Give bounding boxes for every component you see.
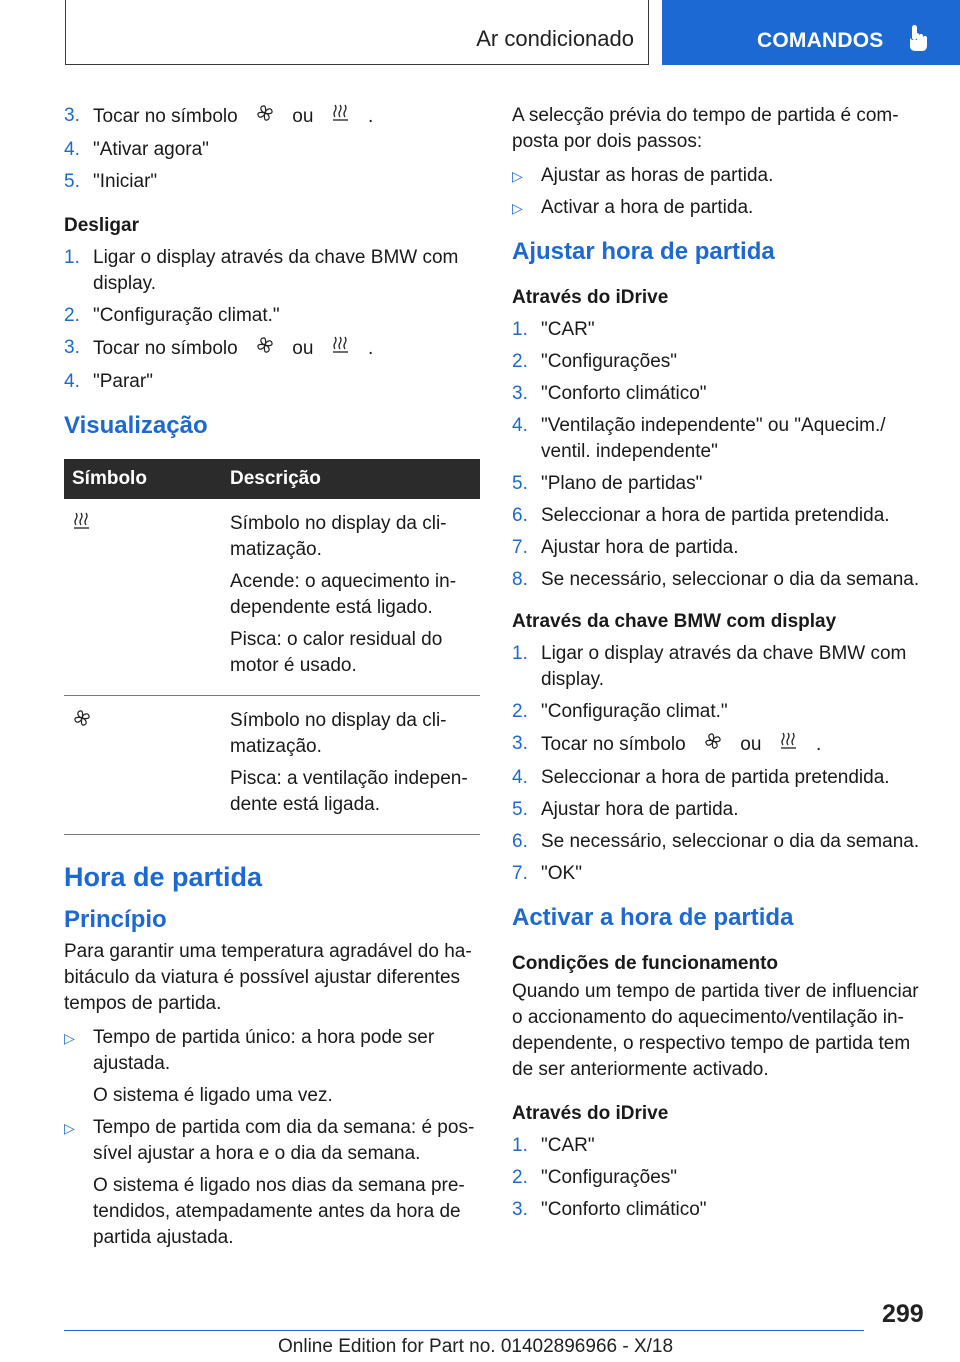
step-text: Ajustar hora de partida. (541, 537, 739, 558)
left-column (64, 103, 480, 1257)
description-cell (222, 696, 480, 835)
step-number: 5. (512, 473, 528, 494)
bullet-text: Tempo de partida com dia da semana: é pos-sível ajustar a hora e o dia da semana. (93, 1117, 475, 1164)
list-item (512, 349, 928, 375)
intro-bullets (512, 163, 928, 221)
desligar-heading: Desligar (64, 215, 139, 236)
left-top-steps (64, 103, 480, 195)
list-item (64, 245, 480, 297)
step-number: 1. (512, 643, 528, 664)
right-column (512, 103, 928, 1229)
list-item (512, 381, 928, 407)
description-line: Acende: o aquecimento in-dependente está ligado. (230, 571, 457, 618)
step-number: 3. (512, 1199, 528, 1220)
bullet-extra-text: O sistema é ligado nos dias da semana pre-tendidos, atempadamente antes da hora de partida ajustada. (93, 1175, 465, 1248)
list-item (64, 303, 480, 329)
ajustar-idrive-steps (512, 317, 928, 593)
list-item (512, 471, 928, 497)
step-number: 8. (512, 569, 528, 590)
step-text: "Conforto climático" (541, 383, 707, 404)
step-number: 3. (512, 383, 528, 404)
list-item (512, 163, 928, 189)
heater-fan-icon (779, 731, 799, 759)
symbol-cell (64, 499, 222, 696)
list-item (512, 535, 928, 561)
bullet-triangle-icon: ▷ (64, 1030, 75, 1046)
step-number: 6. (512, 505, 528, 526)
hora-bullets (64, 1025, 480, 1251)
step-number: 4. (64, 371, 80, 392)
step-text: Ligar o display através da chave BMW com display. (93, 247, 459, 294)
heater-fan-icon (331, 335, 351, 363)
step-text: Tocar no símbolo (541, 734, 686, 756)
step-text: Ajustar hora de partida. (541, 799, 739, 820)
list-item (64, 169, 480, 195)
list-item (512, 765, 928, 791)
list-item (512, 1165, 928, 1191)
list-item (512, 503, 928, 529)
footer-edition-text: Online Edition for Part no. 01402896966 - X/18 (278, 1336, 674, 1357)
table-header-symbol: Símbolo (64, 459, 222, 499)
step-text: Se necessário, seleccionar o dia da semana. (541, 831, 920, 852)
step-text: Se necessário, seleccionar o dia da semana. (541, 569, 920, 590)
intro-text: A selecção prévia do tempo de partida é com-posta por dois passos: (512, 105, 899, 152)
principio-text: Para garantir uma temperatura agradável do ha-bitáculo da viatura é possível ajustar diferentes tempos de partida. (64, 941, 472, 1014)
condicoes-text: Quando um tempo de partida tiver de influenciar o accionamento do aquecimento/ventilação in-dependente, o respectivo tempo de partida tem de ser anteriormente activado. (512, 981, 919, 1080)
list-item (512, 195, 928, 221)
list-item (512, 731, 928, 759)
list-item (64, 137, 480, 163)
description-line: Pisca: a ventilação indepen-dente está ligada. (230, 768, 468, 815)
step-number: 1. (512, 319, 528, 340)
activar-idrive-steps (512, 1133, 928, 1223)
ajustar-key-heading: Através da chave BMW com display (512, 611, 837, 632)
step-text: "Parar" (93, 371, 153, 392)
fan-icon (255, 103, 275, 131)
list-item (512, 829, 928, 855)
step-text: "Configuração climat." (541, 701, 728, 722)
hora-de-partida-heading: Hora de partida (64, 862, 263, 892)
list-item (512, 567, 928, 593)
step-text-or: ou (292, 106, 314, 128)
step-text: "Configuração climat." (93, 305, 280, 326)
footer-divider (64, 1330, 864, 1331)
step-text: "Configurações" (541, 351, 678, 372)
header-section-box (65, 0, 649, 65)
header-section-title: Ar condicionado (476, 26, 634, 51)
table-header-row (64, 459, 480, 499)
step-text: "CAR" (541, 1135, 595, 1156)
list-item (512, 317, 928, 343)
list-item (512, 861, 928, 887)
table-row (64, 499, 480, 696)
step-number: 2. (512, 351, 528, 372)
step-number: 4. (512, 415, 528, 436)
step-text: "Ativar agora" (93, 139, 209, 160)
visualizacao-heading: Visualização (64, 412, 208, 439)
list-item (512, 797, 928, 823)
bullet-triangle-icon: ▷ (512, 200, 523, 216)
step-text: Tocar no símbolo (93, 338, 238, 360)
list-item (64, 103, 480, 131)
step-text: Seleccionar a hora de partida pretendida. (541, 505, 890, 526)
list-item (512, 1133, 928, 1159)
list-item (64, 335, 480, 363)
heater-fan-icon (331, 103, 351, 131)
step-text: "OK" (541, 863, 582, 884)
ajustar-key-steps (512, 641, 928, 887)
pointing-hand-icon (906, 24, 930, 58)
principio-heading: Princípio (64, 906, 167, 933)
list-item (64, 1115, 480, 1251)
step-text-or: ou (740, 734, 762, 756)
symbol-cell (64, 696, 222, 835)
list-item (64, 369, 480, 395)
activar-idrive-heading: Através do iDrive (512, 1103, 669, 1124)
step-number: 7. (512, 863, 528, 884)
table-row (64, 696, 480, 835)
step-number: 3. (64, 105, 80, 126)
list-item (512, 413, 928, 465)
step-text: "Configurações" (541, 1167, 678, 1188)
step-text-end: . (815, 734, 822, 756)
list-item (512, 699, 928, 725)
list-item (64, 1025, 480, 1109)
bullet-text: Ajustar as horas de partida. (541, 165, 774, 186)
bullet-extra-text: O sistema é ligado uma vez. (93, 1085, 333, 1106)
step-number: 5. (64, 171, 80, 192)
step-number: 2. (512, 701, 528, 722)
step-number: 7. (512, 537, 528, 558)
step-text: "Iniciar" (93, 171, 158, 192)
ajustar-idrive-heading: Através do iDrive (512, 287, 669, 308)
step-number: 1. (512, 1135, 528, 1156)
heater-icon (72, 515, 92, 536)
desligar-steps (64, 245, 480, 395)
step-text-or: ou (292, 338, 314, 360)
list-item (512, 1197, 928, 1223)
step-number: 4. (512, 767, 528, 788)
table-header-description: Descrição (222, 459, 480, 499)
step-number: 5. (512, 799, 528, 820)
bullet-triangle-icon: ▷ (64, 1120, 75, 1136)
fan-icon (703, 731, 723, 759)
step-number: 6. (512, 831, 528, 852)
list-item (512, 641, 928, 693)
step-number: 4. (64, 139, 80, 160)
page-number: 299 (882, 1300, 924, 1328)
ajustar-heading: Ajustar hora de partida (512, 238, 775, 265)
step-number: 1. (64, 247, 80, 268)
description-cell (222, 499, 480, 696)
step-number: 3. (64, 337, 80, 358)
bullet-triangle-icon: ▷ (512, 168, 523, 184)
header-tab-label: COMANDOS (757, 29, 884, 52)
step-text: "CAR" (541, 319, 595, 340)
step-text: "Plano de partidas" (541, 473, 703, 494)
step-text: "Ventilação independente" ou "Aquecim./ ventil. independente" (541, 415, 886, 462)
description-line: Símbolo no display da cli-matização. (230, 513, 447, 560)
step-text-end: . (367, 338, 374, 360)
symbol-table (64, 459, 480, 835)
step-text-end: . (367, 106, 374, 128)
header-tab-comandos[interactable] (662, 0, 960, 65)
step-text: Tocar no símbolo (93, 106, 238, 128)
description-line: Símbolo no display da cli-matização. (230, 710, 447, 757)
activar-heading: Activar a hora de partida (512, 904, 794, 931)
step-text: Ligar o display através da chave BMW com display. (541, 643, 907, 690)
bullet-text: Activar a hora de partida. (541, 197, 754, 218)
condicoes-heading: Condições de funcionamento (512, 953, 779, 974)
bullet-text: Tempo de partida único: a hora pode ser ajustada. (93, 1027, 435, 1074)
fan-icon (255, 335, 275, 363)
description-line: Pisca: o calor residual do motor é usado. (230, 629, 443, 676)
step-text: Seleccionar a hora de partida pretendida. (541, 767, 890, 788)
step-number: 3. (512, 733, 528, 754)
step-text: "Conforto climático" (541, 1199, 707, 1220)
step-number: 2. (64, 305, 80, 326)
step-number: 2. (512, 1167, 528, 1188)
fan-icon (72, 712, 92, 733)
